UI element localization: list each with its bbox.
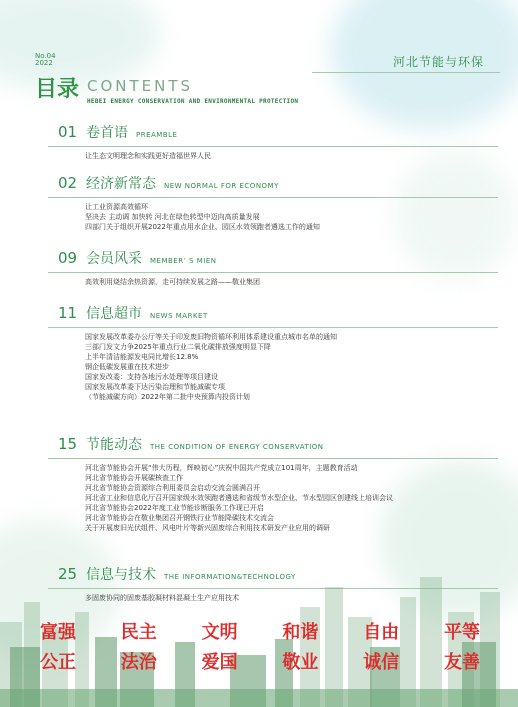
issue-number: No.04 [35, 52, 56, 60]
section-title-en: NEWS MARKET [150, 312, 208, 320]
slogan-word: 自由 [363, 622, 400, 643]
toc-entry[interactable]: 河北省节能协会资源综合利用委员会启动交流会圆满召开 [85, 484, 260, 492]
issue-year: 2022 [35, 59, 53, 67]
section-divider [48, 272, 498, 273]
slogan-word: 民主 [120, 622, 157, 643]
slogan-word: 友善 [443, 652, 480, 673]
toc-entry[interactable]: 关于开展废旧光伏组件、风电叶片等新兴固废综合利用技术研发产业应用的调研 [85, 524, 330, 532]
slogan-word: 平等 [443, 622, 480, 643]
toc-entry[interactable]: 让生态文明理念和实践更好造福世界人民 [85, 152, 211, 160]
issue-label [35, 53, 56, 67]
toc-entry[interactable]: 国家发展改革委下达污染治理和节能减碳专项 [85, 383, 225, 391]
slogan-word: 公正 [40, 652, 76, 673]
section-title-en: MEMBER’ S MIEN [150, 257, 217, 265]
section-title: 信息超市 [86, 306, 142, 322]
section-page-number: 11 [58, 304, 78, 322]
section-title: 节能动态 [86, 437, 142, 453]
toc-entry[interactable]: 上半年清洁能源发电同比增长12.8% [85, 353, 199, 361]
toc-entry[interactable]: 河北省节能协会开展碳核查工作 [85, 474, 183, 482]
core-values-row-1 [40, 618, 480, 644]
toc-entry[interactable]: 三部门发文力争2025年重点行业二氧化碳排放强度明显下降 [85, 343, 271, 351]
section-title-en: PREAMBLE [136, 131, 178, 139]
section-title: 会员风采 [86, 251, 142, 267]
section-page-number: 25 [58, 565, 78, 583]
toc-entry[interactable]: 河北省节能协会开展“伟大历程，辉映初心”庆祝中国共产党成立101周年，主题教育活动 [85, 464, 358, 472]
header-divider [312, 72, 500, 73]
contents-title: CONTENTS [87, 77, 194, 95]
toc-entry[interactable]: 高效利用烧结余热资源，走可持续发展之路——敬业集团 [85, 278, 260, 286]
toc-entry[interactable]: （节能减碳方向）2022年第二批中央预算内投资计划 [85, 393, 250, 401]
section-divider [48, 146, 498, 147]
toc-section-members[interactable] [58, 248, 498, 287]
section-page-number: 15 [58, 435, 78, 453]
section-title: 信息与技术 [86, 567, 156, 583]
section-page-number: 01 [58, 123, 78, 141]
section-title-en: NEW NORMAL FOR ECONOMY [164, 182, 279, 190]
toc-entry[interactable]: 多固废协同的固废基胶凝材料混凝土生产应用技术 [85, 594, 239, 602]
section-title-en: THE CONDITION OF ENERGY CONSERVATION [150, 443, 324, 451]
section-title: 经济新常态 [86, 176, 156, 192]
toc-entry[interactable]: 坚决去 主动调 加快转 河北在绿色转型中迈向高质量发展 [85, 213, 260, 221]
toc-entry[interactable]: 让工业资源高效循环 [85, 203, 148, 211]
section-title: 卷首语 [86, 125, 128, 141]
section-title-en: THE INFORMATION&TECHNOLOGY [164, 573, 296, 581]
toc-section-conservation[interactable] [58, 434, 498, 533]
toc-section-economy[interactable] [58, 173, 498, 232]
toc-title: 目录 [35, 77, 80, 102]
slogan-word: 文明 [201, 622, 238, 643]
slogan-word: 法治 [120, 652, 157, 673]
section-page-number: 02 [58, 174, 78, 192]
magazine-name: 河北节能与环保 [392, 55, 484, 69]
toc-section-preamble[interactable] [58, 122, 498, 161]
toc-entry[interactable]: 河北省节能协会在敬业集团召开钢铁行业节能降碳技术交流会 [85, 514, 274, 522]
slogan-word: 爱国 [201, 652, 238, 673]
section-divider [48, 197, 498, 198]
english-subtitle: HEBEI ENERGY CONSERVATION AND ENVIRONMENTAL PROTECTION [87, 98, 299, 105]
slogan-word: 和谐 [282, 622, 319, 643]
toc-entry[interactable]: 河北省节能协会2022年度工业节能诊断服务工作现已开启 [85, 504, 264, 512]
toc-entry[interactable]: 四部门关于组织开展2022年重点用水企业、园区水效领跑者遴选工作的通知 [85, 223, 320, 231]
toc-entry[interactable]: 河北省工业和信息化厅召开国家级水效领跑者遴选和省级节水型企业、节水型园区创建线上培训会议 [85, 494, 393, 502]
section-page-number: 09 [58, 249, 78, 267]
core-values-row-2 [40, 648, 480, 674]
section-divider [48, 327, 498, 328]
slogan-word: 敬业 [282, 652, 319, 673]
toc-entry[interactable]: 国家发改委：支持各地污水处理等项目建设 [85, 373, 218, 381]
section-divider [48, 458, 498, 459]
slogan-word: 富强 [40, 622, 76, 643]
toc-section-news[interactable] [58, 303, 498, 402]
toc-entry[interactable]: 钢企低碳发展重在技术进步 [85, 363, 169, 371]
toc-entry[interactable]: 国家发展改革委办公厅等关于印发废旧物资循环利用体系建设重点城市名单的通知 [85, 333, 337, 341]
slogan-word: 诚信 [363, 652, 400, 673]
